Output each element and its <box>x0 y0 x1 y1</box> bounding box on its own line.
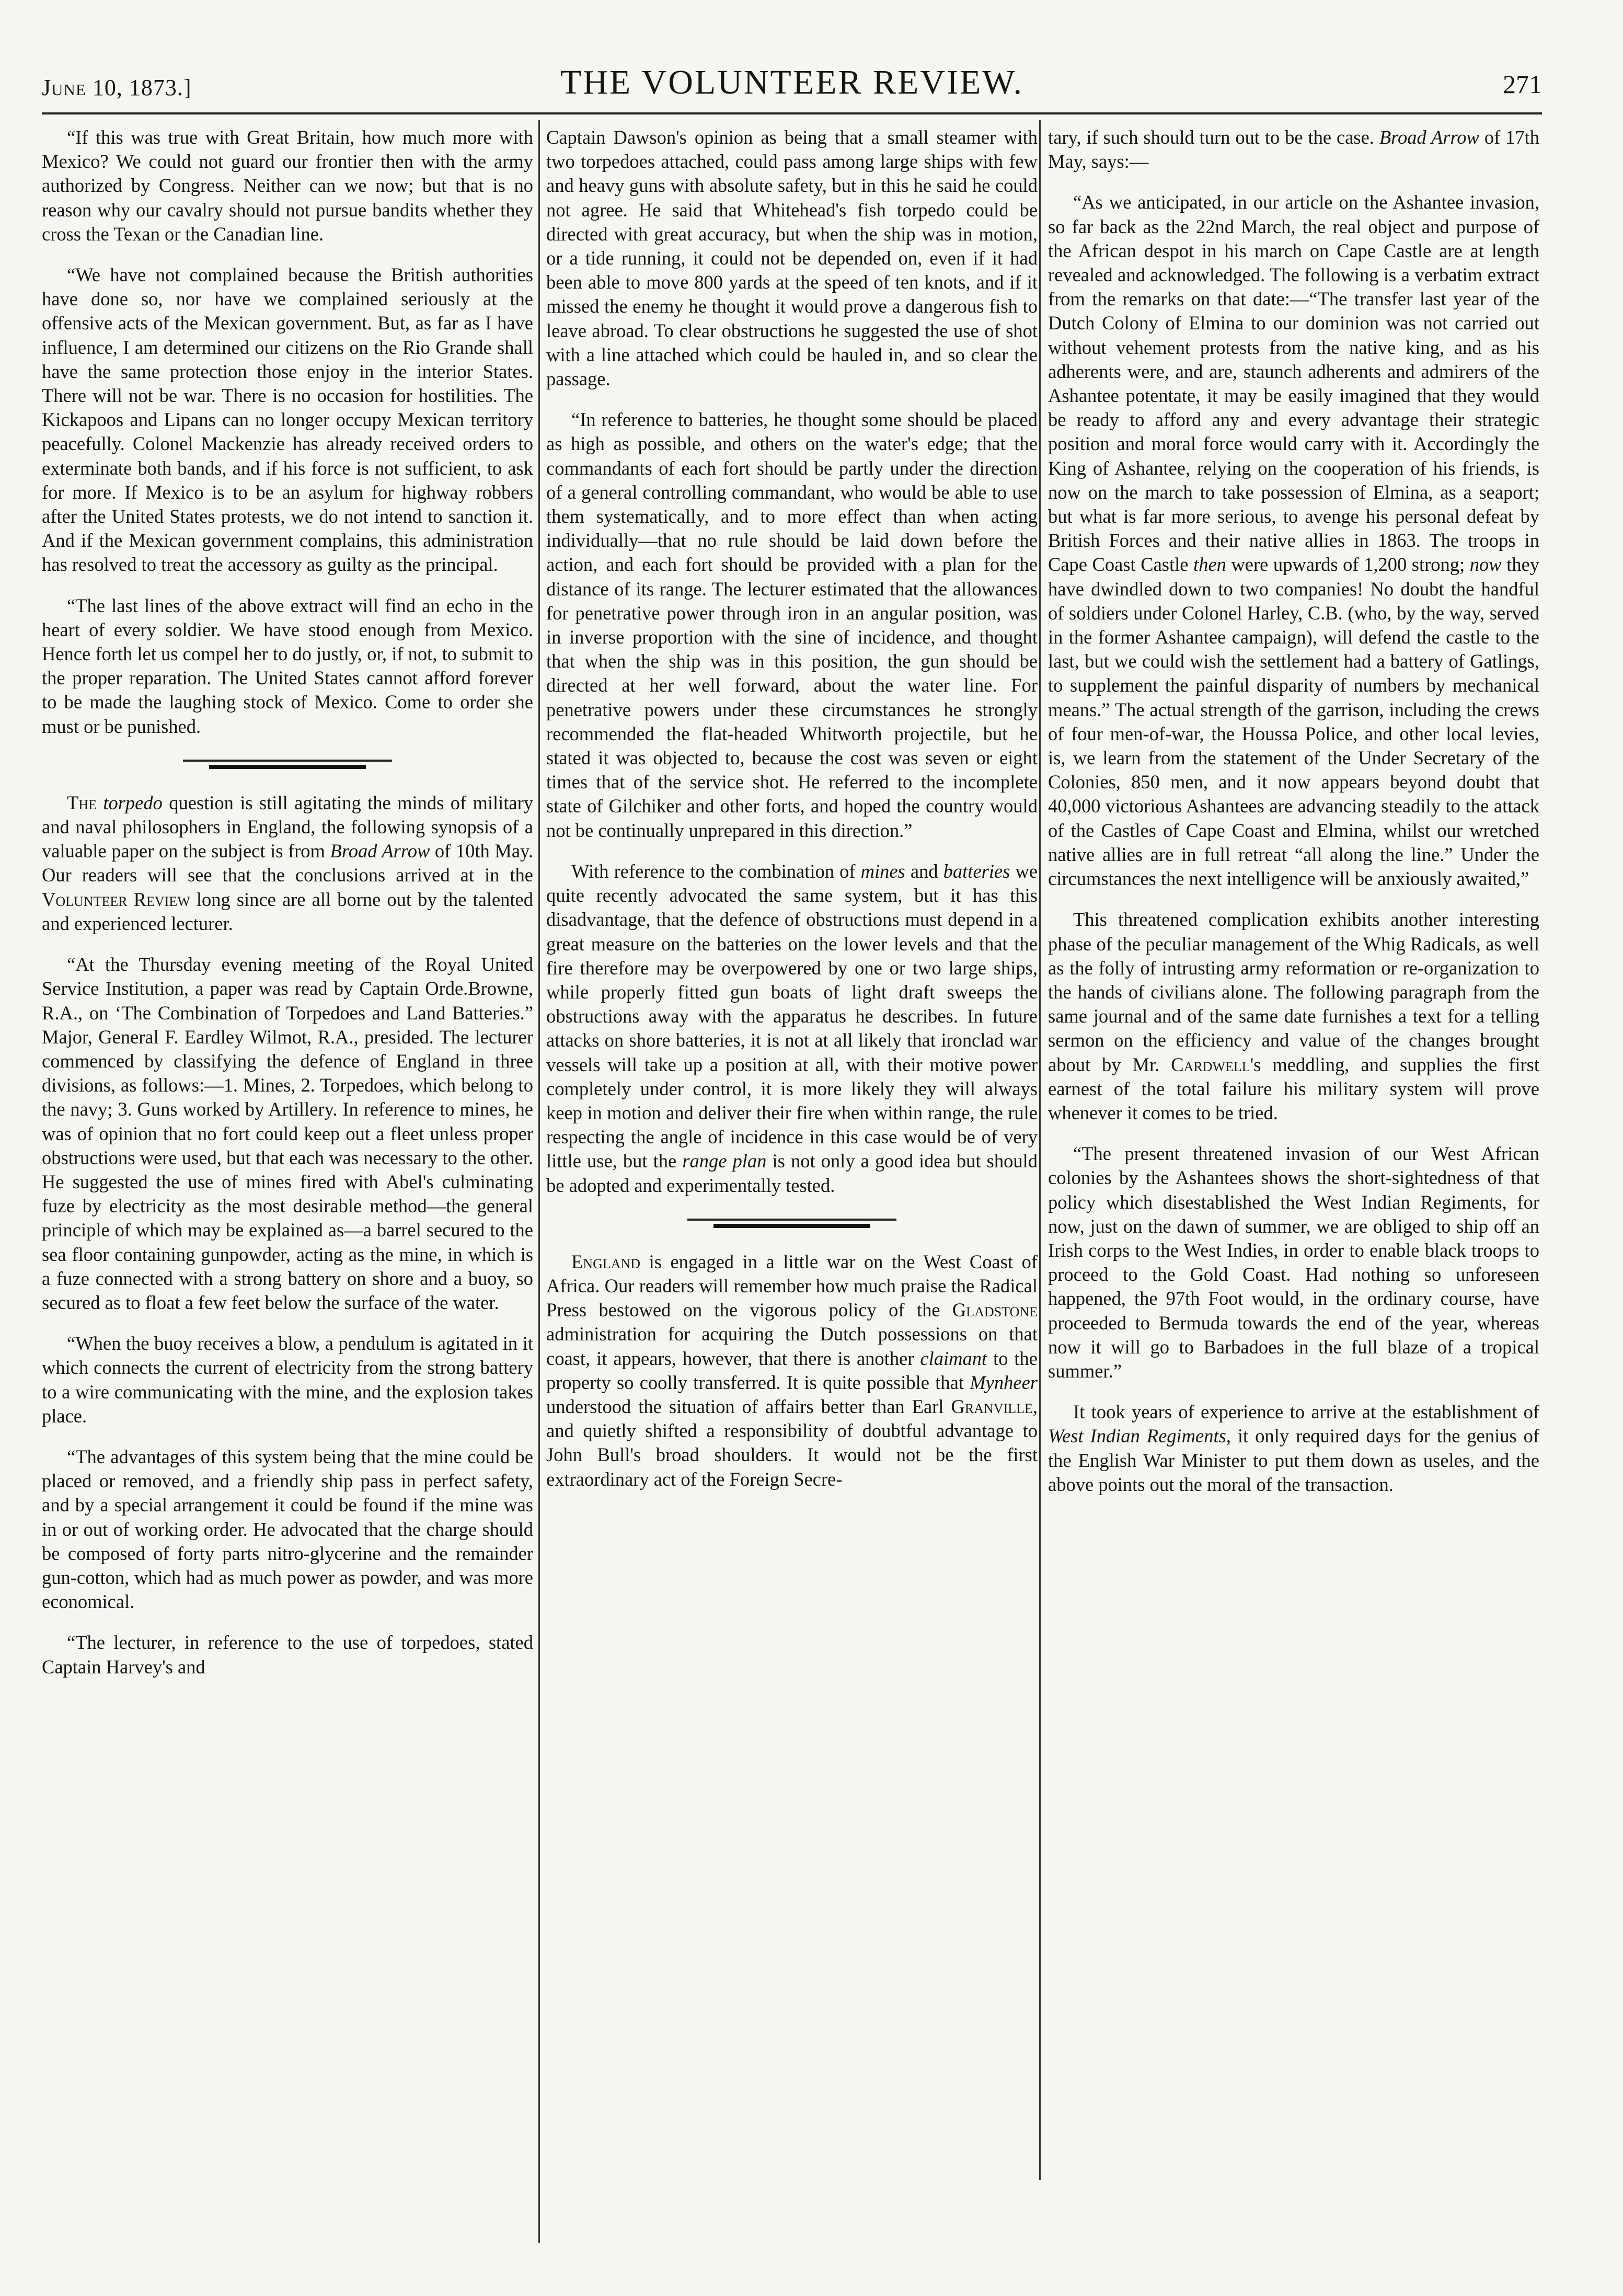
text-run: 's meddling, and supplies the first earnest of the total failure his military system will prove whenever it comes to be tried. <box>1048 1053 1539 1123</box>
text-run: of 17th May, says:— <box>1048 127 1540 173</box>
text-run: With reference to the combination of <box>571 860 856 882</box>
column-1 <box>42 125 533 1696</box>
text-run: and <box>910 860 938 882</box>
paragraph <box>42 791 533 936</box>
paragraph <box>1048 190 1539 891</box>
text-run: understood the situation of affairs better than Earl <box>546 1395 944 1417</box>
text-run: they have dwindled down to two companies! No doubt the handful of soldiers under Colonel Harley, C.B. (who, by the way, served in the former Ashantee campaign), will defend the castle to the last, but we could wish the settlement had a battery of Gatlings, to supplement the painful disparity of numbers by mechanical means.” The actual strength of the garrison, including the crews of four men-of-war, the Houssa Police, and other local levies, is, we learn from the statement of the Under Secretary of the Colonies, 850 men, and it now appears beyond doubt that 40,000 victorious Ashantees are advancing steadily to the attack of the Castles of Cape Coast and Elmina, whilst our wretched native allies are in full retreat “all along the line.” Under the circumstances the next intelligence will be anxiously awaited,” <box>1048 554 1540 890</box>
issue-date: June 10, 1873.] <box>42 75 192 100</box>
text-run: administration for acquiring the Dutch possessions on that coast, it appears, however, that there is another <box>546 1323 1038 1369</box>
paragraph: “If this was true with Great Britain, how much more with Mexico? We could not guard our frontier then with the army authorized by Congress. Neither can we now; but that is no reason why our cavalry should not pursue bandits whether they cross the Texan or the Canadian line. <box>42 127 533 245</box>
small-caps-text: Volunteer Review <box>42 888 190 910</box>
text-run: of 10th May. Our readers will see that the conclusions arrived at in the <box>42 840 534 886</box>
italic-text: range plan <box>682 1150 767 1172</box>
paragraph: Captain Dawson's opinion as being that a small steamer with two torpedoes attached, could pass among large ships with few and heavy guns with absolute safety, but in this he said he could not agree. He said that Whitehead's fish torpedo could be directed with great accuracy, but when the ship was in motion, or a tide running, it could not be depended on, even if it had been able to move 800 yards at the speed of ten knots, and if it missed the enemy he thought it would prove a dangerous fish to leave abroad. To clear obstructions he suggested the use of shot with a line attached which could be hauled in, and so clear the passage. <box>546 127 1038 390</box>
paragraph: “The present threatened invasion of our West African colonies by the Ashantees shows the short-sightedness of that policy which disestablished the West Indian Regiments, for now, just on the dawn of summer, we are obliged to ship off an Irish corps to the West Indies, in order to enable black troops to proceed to the Gold Coast. Had nothing so unforeseen happened, the 97th Foot would, in the ordinary course, have proceeded to Bermuda towards the end of the year, whereas now it will go to Barbadoes in the full blaze of a tropical summer.” <box>1048 1143 1539 1382</box>
small-caps-text: Cardwell <box>1171 1053 1250 1075</box>
text-run: we quite recently advocated the same system, but it has this disadvantage, that the defence of obstructions must depend in a great measure on the batteries on the lower levels and that the fire therefore may be overpowered by one or two large ships, while properly fitted gun boats of light draft sweeps the obstructions away with the apparatus he describes. In future attacks on shore batteries, it is not at all likely that ironclad war vessels will take up a position at all, with their motive power completely under control, it is more likely they will always keep in motion and deliver their fire when within range, the rule respecting the angle of incidence in this case would be of very little use, but the <box>546 860 1038 1172</box>
italic-text: now <box>1469 554 1502 576</box>
italic-text: Broad Arrow <box>1379 127 1479 148</box>
text-run: , it only required days for the genius of the English War Minister to put them down as useles, and the above points out the moral of the transaction. <box>1048 1425 1540 1495</box>
paragraph: “When the buoy receives a blow, a pendulum is agitated in it which connects the current of electricity from the strong battery to a wire communicating with the mine, and the explosion takes place. <box>42 1333 533 1427</box>
paragraph: “The advantages of this system being that the mine could be placed or removed, and a friendly ship pass in perfect safety, and by a special arrangement it could be found if the mine was in or out of working order. He advocated that the charge should be composed of forty parts nitro-glycerine and the remainder gun-cotton, which had as much power as powder, and was more economical. <box>42 1445 533 1613</box>
text-run: This threatened complication exhibits another interesting phase of the peculiar management of the Whig Radicals, as well as the folly of intrusting army reformation or re-organization to the hands of civilians alone. The following paragraph from the same journal and of the same date furnishes a text for a telling sermon on the efficiency and value of the changes brought about by Mr. <box>1048 909 1539 1075</box>
text-run: , and quietly shifted a responsibility of doubtful advantage to John Bull's broad shoulders. It would not be the first extraordinary act of the Foreign Secre- <box>546 1395 1038 1490</box>
paragraph <box>1048 125 1539 174</box>
italic-text: torpedo <box>103 791 163 813</box>
paragraph: “The last lines of the above extract will find an echo in the heart of every soldier. We have stood enough from Mexico. Hence forth let us compel her to do justly, or, if not, to submit to the proper reparation. The United States cannot afford forever to be made the laughing stock of Mexico. Come to order she must or be punished. <box>42 594 533 737</box>
text-run: tary, if such should turn out to be the case. <box>1048 127 1374 148</box>
text-run: is engaged in a little war on the West Coast of Africa. Our readers will remember how much praise the Radical Press bestowed on the vigorous policy of the <box>546 1250 1038 1321</box>
italic-text: then <box>1193 554 1226 576</box>
small-caps-text: Granville <box>951 1395 1033 1417</box>
italic-text: claimant <box>920 1347 987 1369</box>
page-number: 271 <box>1503 70 1542 99</box>
small-caps-text: The <box>67 791 97 813</box>
italic-text: West Indian Regiments <box>1048 1425 1226 1447</box>
text-run: to the property so coolly transferred. It is quite possible that <box>546 1347 1038 1393</box>
paragraph: “We have not complained because the British authorities have done so, nor have we complained seriously at the offensive acts of the Mexican government. But, as far as I have influence, I am determined our citizens on the Rio Grande shall have the same protection those enjoy in the interior States. There will not be war. There is no occasion for hostilities. The Kickapoos and Lipans can no longer occupy Mexican territory peacefully. Colonel Mackenzie has already received orders to exterminate both bands, and if his force is not sufficient, to ask for more. If Mexico is to be an asylum for highway robbers after the United States protests, we do not intend to sanction it. And if the Mexican government complains, this administration has resolved to treat the accessory as guilty as the principal. <box>42 264 533 576</box>
text-run: long since are all borne out by the talented and experienced lecturer. <box>42 888 533 934</box>
section-separator <box>687 1219 896 1228</box>
paragraph <box>546 859 1038 1198</box>
paragraph: “The lecturer, in reference to the use of torpedoes, stated Captain Harvey's and <box>42 1632 533 1678</box>
text-run: were upwards of 1,200 strong; <box>1231 554 1465 576</box>
italic-text: Broad Arrow <box>330 840 430 862</box>
text-run: question is still agitating the minds of military and naval philosophers in England, the following synopsis of a valuable paper on the subject is from <box>42 791 534 862</box>
small-caps-text: England <box>571 1250 641 1272</box>
paragraph: “At the Thursday evening meeting of the Royal United Service Institution, a paper was read by Captain Orde.Browne, R.A., on ‘The Combination of Torpedoes and Land Batteries.” Major, General F. Eardley Wilmot, R.A., presided. The lecturer commenced by classifying the defence of England in three divisions, as follows:—1. Mines, 2. Torpedoes, which belong to the navy; 3. Guns worked by Artillery. In reference to mines, he was of opinion that no fort could keep out a fleet unless proper obstructions were used, but that each was necessary to the other. He suggested the use of mines fired with Abel's culminating fuze by electricity as the most desirable method—the general principle of which may be explained as—a barrel secured to the sea floor containing gunpowder, acting as the mine, in which is a fuze connected with a strong battery on shore and a buoy, so secured as to float a few feet below the surface of the water. <box>42 954 533 1313</box>
italic-text: mines <box>860 860 905 882</box>
column-3 <box>1048 125 1539 1513</box>
column-divider <box>1039 120 1041 2180</box>
header-rule <box>42 112 1542 114</box>
section-separator <box>183 760 392 769</box>
column-2 <box>546 125 1038 1508</box>
column-divider <box>538 120 540 2243</box>
italic-text: batteries <box>943 860 1010 882</box>
italic-text: Mynheer <box>970 1371 1038 1393</box>
text-run: “As we anticipated, in our article on the Ashantee invasion, so far back as the 22nd March, the real object and purpose of the African despot in his march on Cape Castle are at length revealed and acknowledged. The following is a verbatim extract from the remarks on that date:—“The transfer last year of the Dutch Colony of Elmina to our dominion was not carried out without vehement protests from the native king, and as his adherents were, and are, staunch adherents and admirers of the Ashantee potentate, it may be easily imagined that they would be ready to afford any and every advantage their strategic position and moral force would carry with it. Accordingly the King of Ashantee, relying on the cooperation of his friends, is now on the march to take possession of Elmina, as a seaport; but what is far more serious, to avenge his personal defeat by British Forces and their native allies in 1863. The troops in Cape Coast Castle <box>1048 191 1539 576</box>
page-header <box>42 63 1542 110</box>
paragraph <box>546 1250 1038 1491</box>
paragraph: “In reference to batteries, he thought some should be placed as high as possible, and others on the water's edge; that the commandants of each fort should be partly under the direction of a general controlling commandant, who would be able to use them systematically, and to more effect than when acting individually—that no rule should be laid down before the action, and each fort should be provided with a plan for the distance of its range. The lecturer estimated that the allowances for penetrative power through iron in an angular position, was in inverse proportion with the sine of incidence, and thought that when the ship was in this position, the gun should be directed at her well forward, about the water line. For penetrative powers under these circumstances he strongly recommended the flat-headed Whitworth projectile, but he stated it was objected to, because the cost was seven or eight times that of the service shot. He referred to the incomplete state of Gilchiker and other forts, and hoped the country would not be continually unprepared in this direction.” <box>546 409 1038 841</box>
paragraph <box>1048 908 1539 1125</box>
paragraph <box>1048 1400 1539 1497</box>
text-run: is not only a good idea but should be adopted and experimentally tested. <box>546 1150 1038 1196</box>
publication-title: THE VOLUNTEER REVIEW. <box>560 63 1024 101</box>
text-run: It took years of experience to arrive at the establishment of <box>1073 1401 1539 1423</box>
small-caps-text: Gladstone <box>952 1299 1038 1321</box>
